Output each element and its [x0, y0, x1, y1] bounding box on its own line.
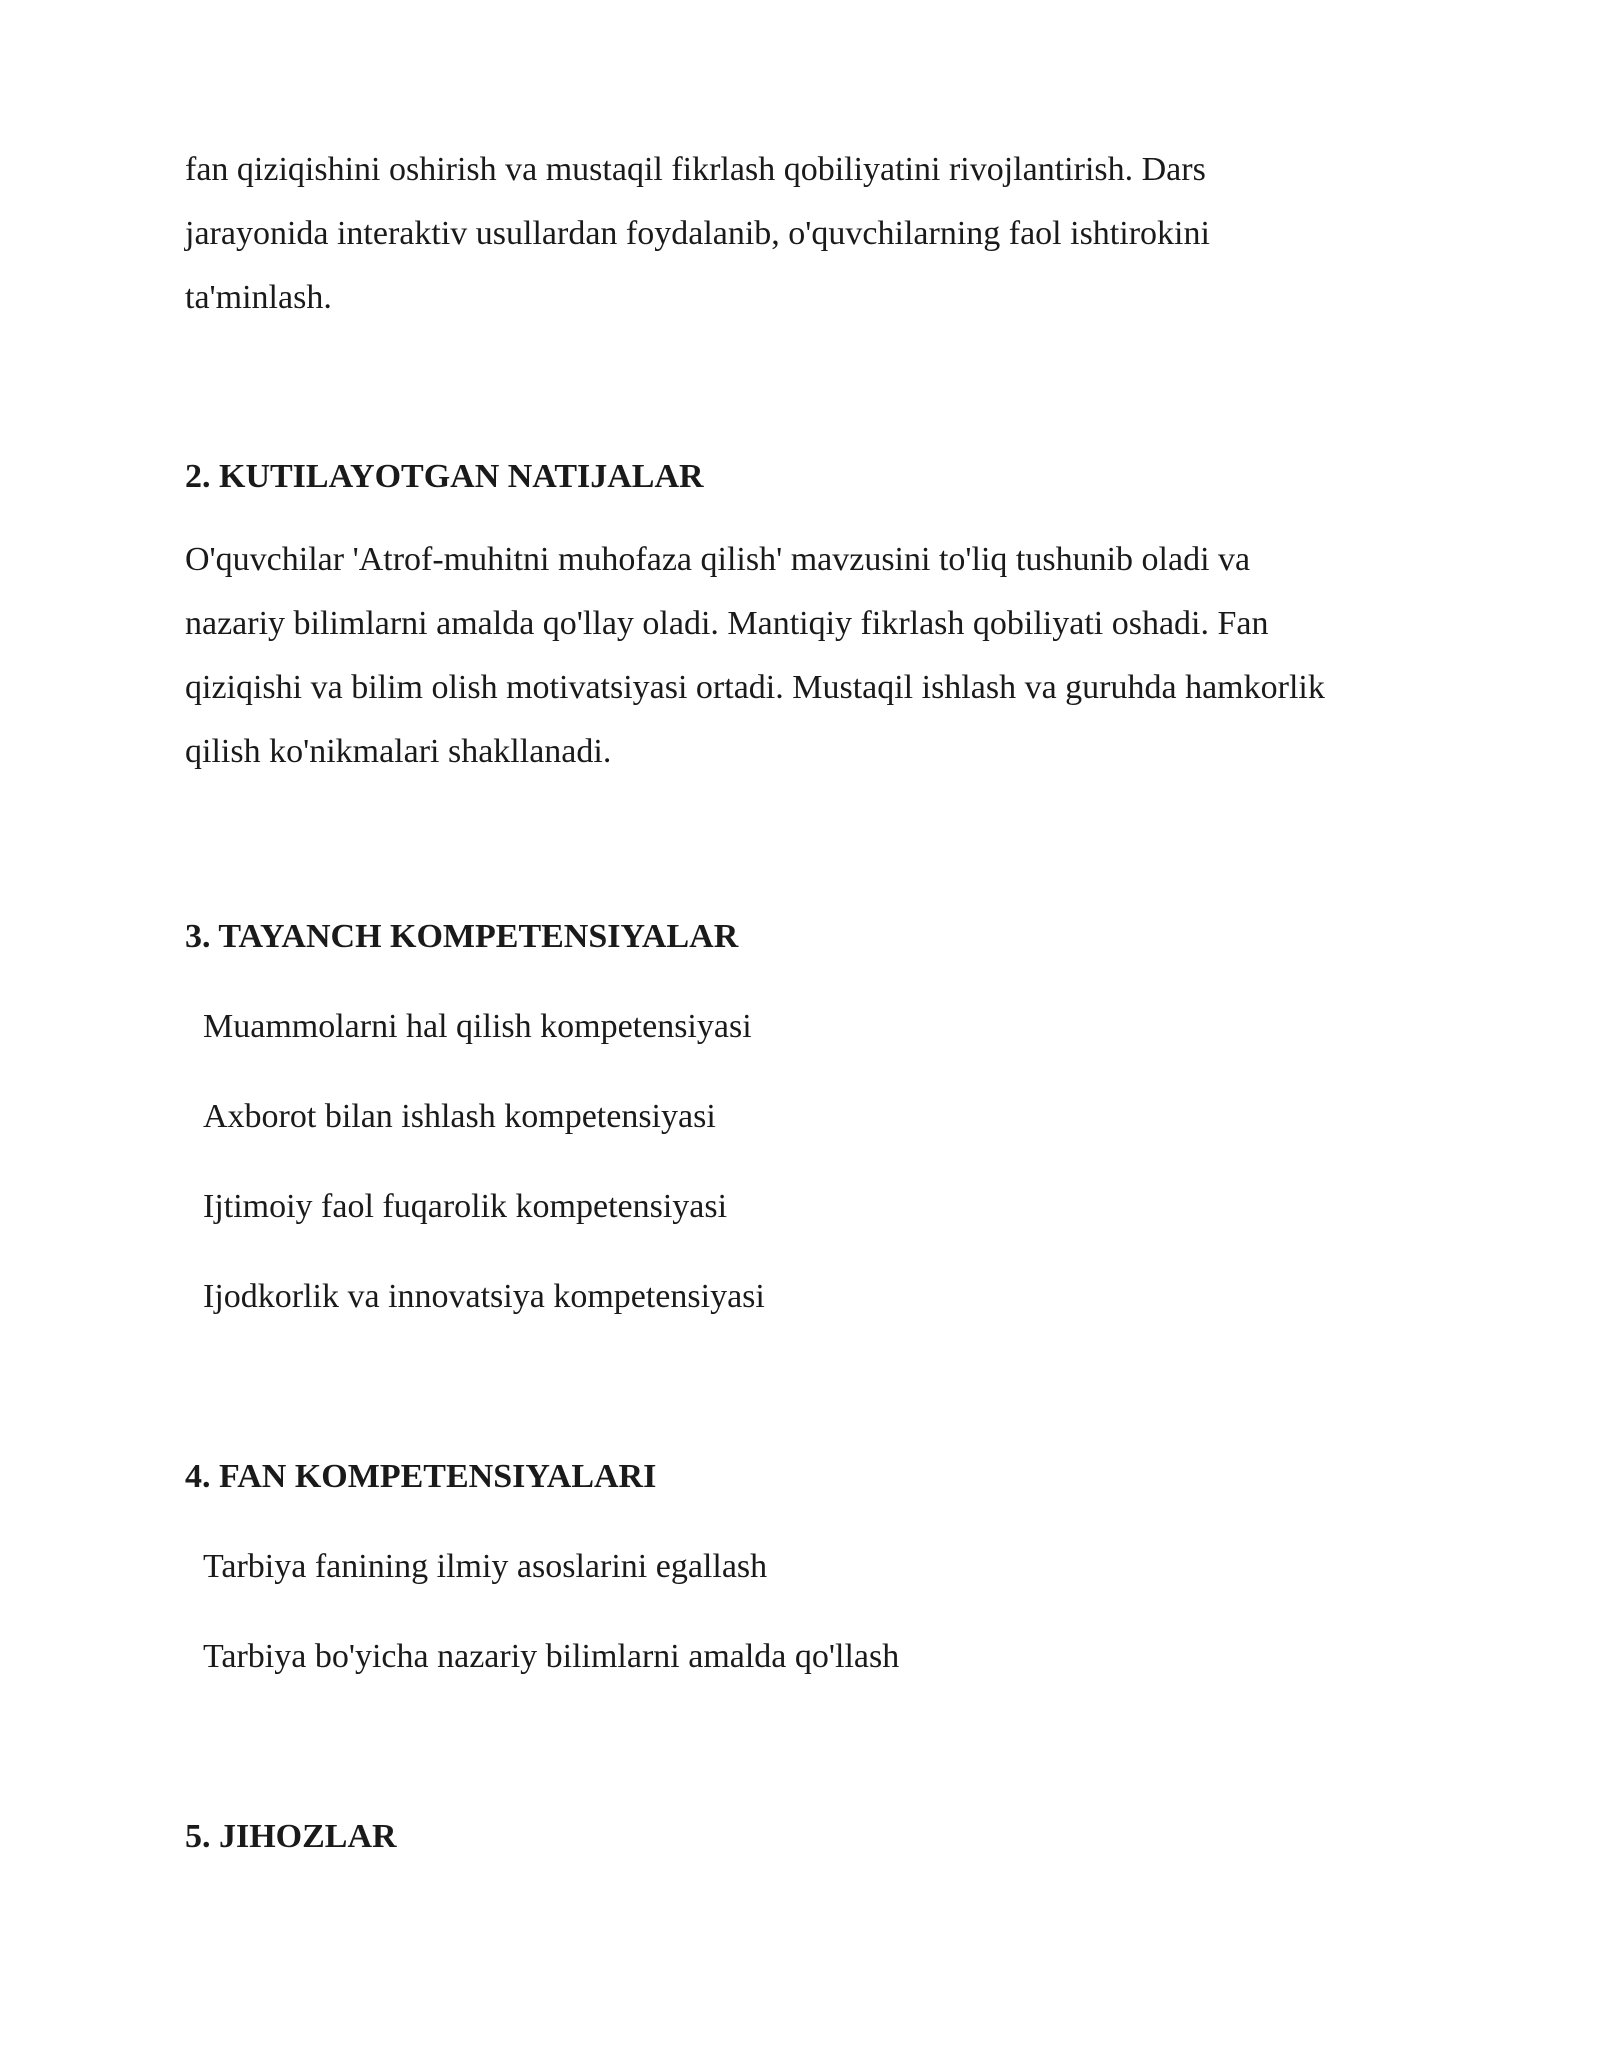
paragraph-line: qilish ko'nikmalari shakllanadi.: [185, 733, 612, 770]
list-item: Tarbiya fanining ilmiy asoslarini egallash: [203, 1548, 768, 1585]
list-item: Ijodkorlik va innovatsiya kompetensiyasi: [203, 1278, 765, 1315]
paragraph-line: qiziqishi va bilim olish motivatsiyasi ortadi. Mustaqil ishlash va guruhda hamkorlik: [185, 669, 1325, 706]
list-item: Tarbiya bo'yicha nazariy bilimlarni amalda qo'llash: [203, 1638, 900, 1675]
section-heading: 2. KUTILAYOTGAN NATIJALAR: [185, 458, 704, 495]
paragraph-line: nazariy bilimlarni amalda qo'llay oladi. Mantiqiy fikrlash qobiliyati oshadi. Fan: [185, 605, 1269, 642]
intro-line: jarayonida interaktiv usullardan foydalanib, o'quvchilarning faol ishtirokini: [185, 215, 1210, 252]
paragraph-line: O'quvchilar 'Atrof-muhitni muhofaza qilish' mavzusini to'liq tushunib oladi va: [185, 541, 1251, 578]
intro-line: fan qiziqishini oshirish va mustaqil fikrlash qobiliyatini rivojlantirish. Dars: [185, 151, 1206, 188]
section-heading: 5. JIHOZLAR: [185, 1818, 397, 1855]
section-heading: 3. TAYANCH KOMPETENSIYALAR: [185, 918, 739, 955]
section-heading: 4. FAN KOMPETENSIYALARI: [185, 1458, 657, 1495]
list-item: Ijtimoiy faol fuqarolik kompetensiyasi: [203, 1188, 728, 1225]
intro-line: ta'minlash.: [185, 279, 332, 316]
list-item: Muammolarni hal qilish kompetensiyasi: [203, 1008, 752, 1045]
list-item: Axborot bilan ishlash kompetensiyasi: [203, 1098, 716, 1135]
